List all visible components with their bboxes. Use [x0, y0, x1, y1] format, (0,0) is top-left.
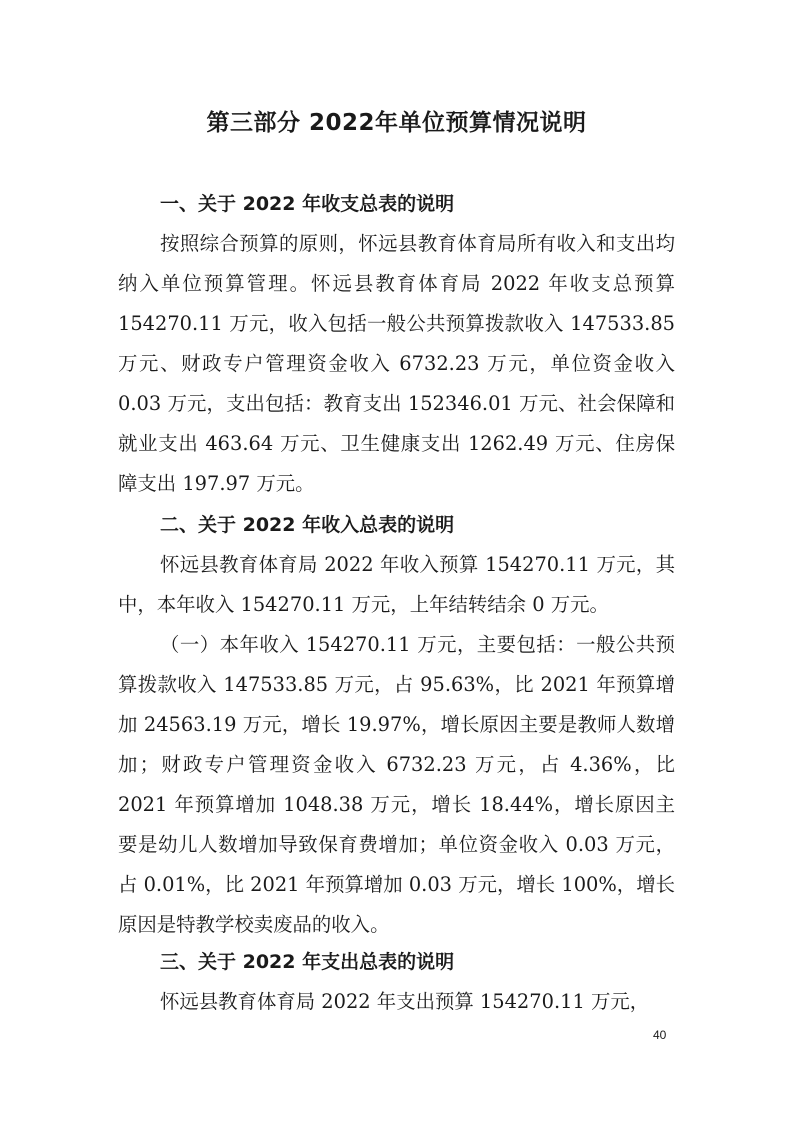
- section-2-paragraph-1: 怀远县教育体育局 2022 年收入预算 154270.11 万元，其中，本年收入 154270.11 万元，上年结转结余 0 万元。: [118, 553, 675, 616]
- section-2-paragraph-2: （一）本年收入 154270.11 万元，主要包括：一般公共预算拨款收入 147533.85 万元，占 95.63%，比 2021 年预算增加 24563.19 万元，增长 19.97%，增长原因主要是教师人数增加；财政专户管理资金收入 6732.23 万元，占 4.36%，比 2021 年预算增加 1048.38 万元，增长 18.44%，增长原因主要是幼儿人数增加导致保育费增加；单位资金收入 0.03 万元，占 0.01%，比 2021 年预算增加 0.03 万元，增长 100%，增长原因是特教学校卖废品的收入。: [118, 633, 675, 936]
- section-heading-2: 二、关于 2022 年收入总表的说明: [160, 514, 455, 536]
- page-title: 第三部分 2022年单位预算情况说明: [206, 110, 587, 136]
- section-1-paragraph-1: 按照综合预算的原则，怀远县教育体育局所有收入和支出均纳入单位预算管理。怀远县教育体育局 2022 年收支总预算 154270.11 万元，收入包括一般公共预算拨款收入 147533.85 万元、财政专户管理资金收入 6732.23 万元，单位资金收入 0.03 万元，支出包括：教育支出 152346.01 万元、社会保障和就业支出 463.64 万元、卫生健康支出 1262.49 万元、住房保障支出 197.97 万元。: [118, 232, 675, 495]
- section-3-paragraph-1: 怀远县教育体育局 2022 年支出预算 154270.11 万元，: [160, 990, 650, 1013]
- section-heading-1: 一、关于 2022 年收支总表的说明: [160, 193, 455, 215]
- page-number: 40: [653, 1028, 667, 1042]
- section-heading-3: 三、关于 2022 年支出总表的说明: [160, 951, 455, 973]
